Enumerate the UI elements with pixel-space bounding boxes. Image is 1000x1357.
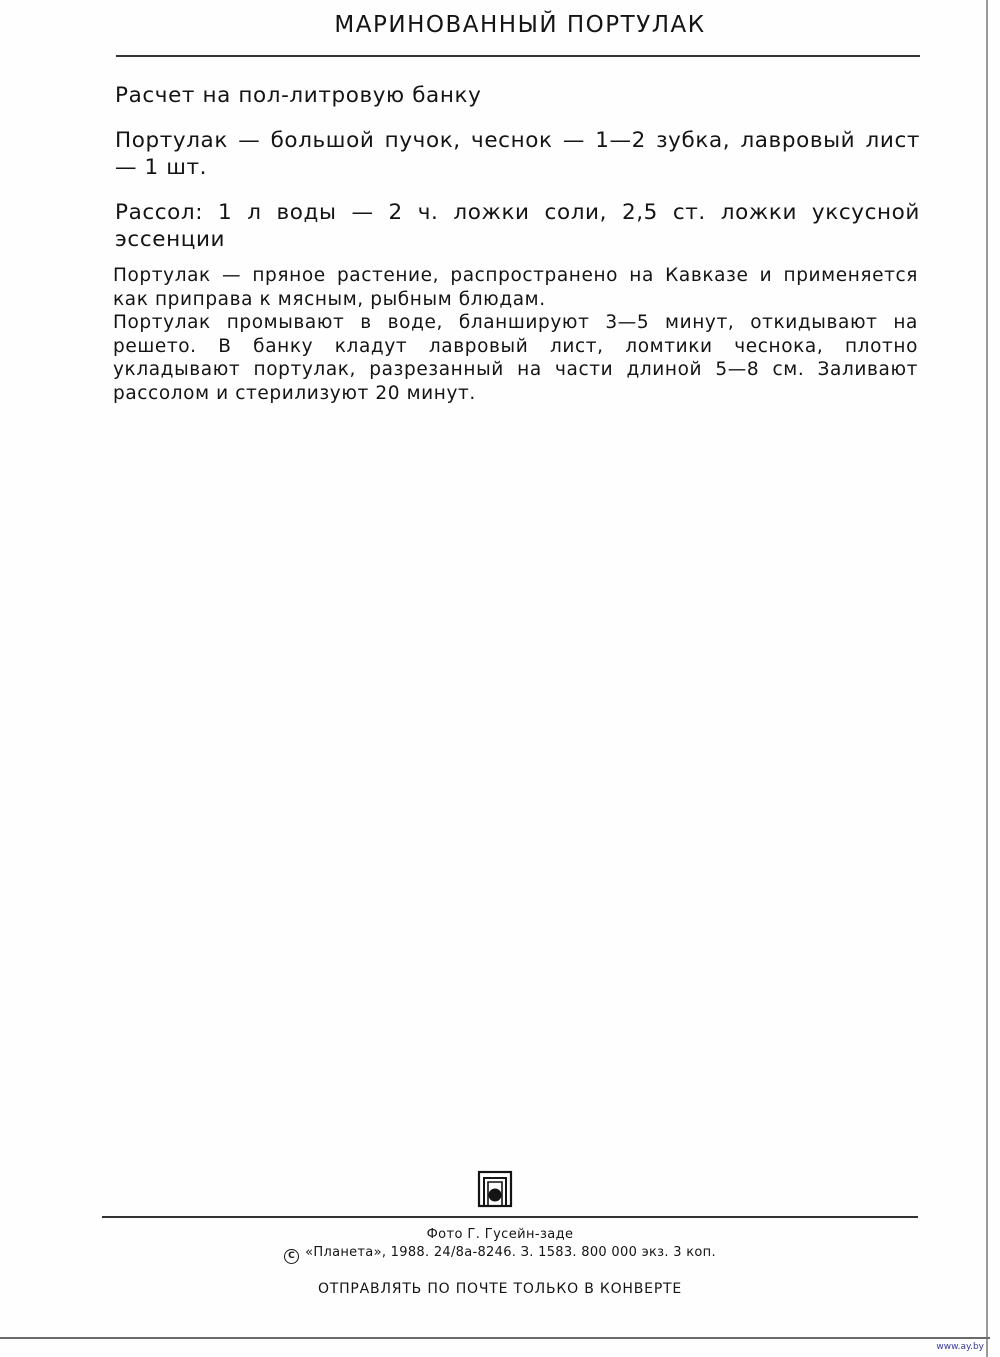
serving-size: Расчет на пол-литровую банку	[115, 83, 482, 108]
brine-recipe: Рассол: 1 л воды — 2 ч. ложки соли, 2,5 ст. ложки уксусной эссенции	[115, 200, 920, 252]
description-paragraph-method: Портулак промывают в воде, бланшируют 3—5 минут, откидывают на решето. В банку кладут лавровый лист, ломтики чеснока, плотно укладывают портулак, разрезанный на части длиной 5—8 см. Заливают рассолом и стерилизуют 20 минут.	[113, 312, 918, 404]
page-edge-bottom	[0, 1337, 990, 1339]
recipe-description	[113, 264, 918, 405]
publisher-imprint: «Планета», 1988. 24/8а-8246. З. 1583. 800 000 экз. 3 коп.	[305, 1245, 716, 1260]
description-paragraph-intro: Портулак — пряное растение, распространено на Кавказе и применяется как приправа к мясным, рыбным блюдам.	[113, 265, 918, 310]
ingredients-list: Портулак — большой пучок, чеснок — 1—2 зубка, лавровый лист — 1 шт.	[115, 128, 920, 180]
publisher-info	[0, 1245, 1000, 1264]
mailing-instruction: ОТПРАВЛЯТЬ ПО ПОЧТЕ ТОЛЬКО В КОНВЕРТЕ	[317, 1281, 683, 1297]
copyright-icon: C	[284, 1249, 299, 1264]
title-divider	[116, 55, 920, 57]
page-edge-right	[986, 0, 988, 1357]
photo-credit: Фото Г. Гусейн-заде	[426, 1227, 574, 1242]
planeta-publisher-logo-icon	[477, 1170, 513, 1208]
recipe-title: МАРИНОВАННЫЙ ПОРТУЛАК	[334, 12, 706, 38]
site-watermark: www.ay.by	[936, 1342, 984, 1352]
footer-divider	[102, 1216, 918, 1218]
